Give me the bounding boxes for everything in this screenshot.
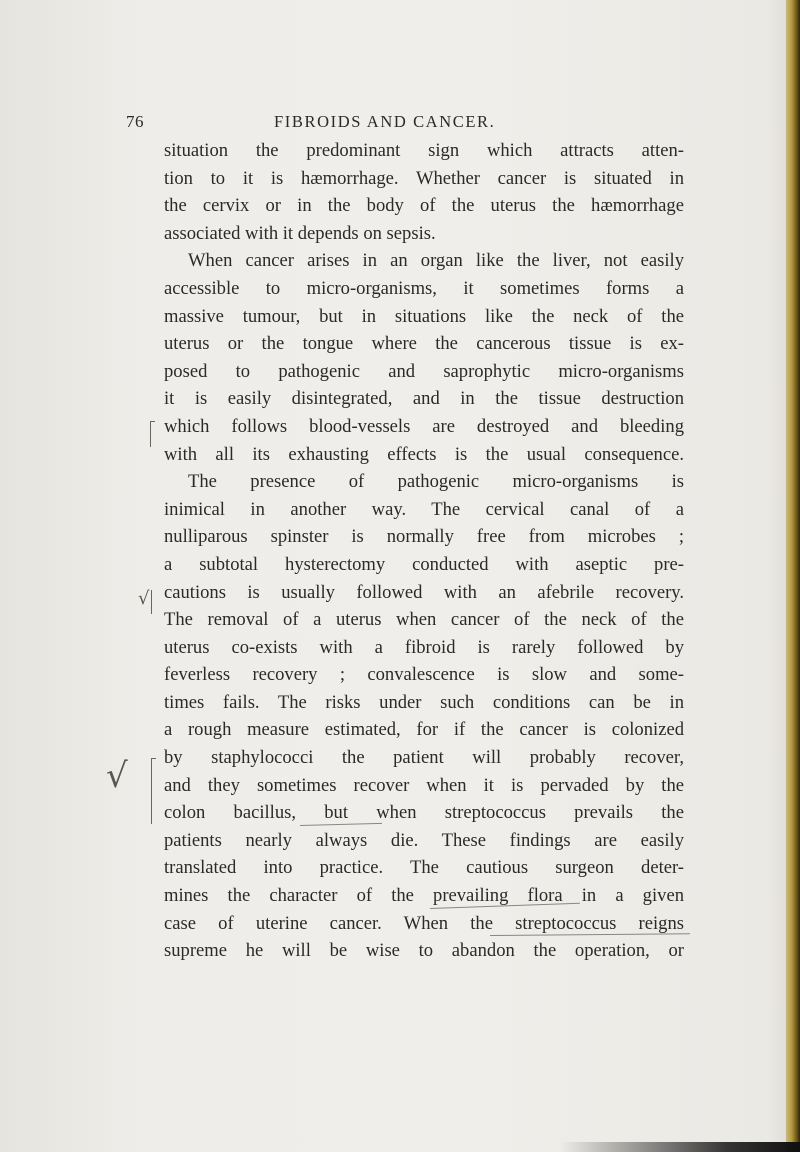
text-line: accessible to micro-organisms, it sometimes forms a <box>164 277 684 299</box>
text-line: massive tumour, but in situations like the neck of the <box>164 305 684 327</box>
margin-bracket-tick <box>150 421 155 422</box>
margin-bracket <box>151 758 152 824</box>
text-line: translated into practice. The cautious surgeon deter- <box>164 857 684 879</box>
page-number: 76 <box>126 112 144 131</box>
text-line: by staphylococci the patient will probably recover, <box>164 747 684 769</box>
page-edge <box>786 0 800 1152</box>
text-line: mines the character of the prevailing flora in a given <box>164 885 684 907</box>
margin-check-mark: √ <box>138 588 150 609</box>
page-shadow <box>560 1142 800 1152</box>
text-line: The removal of a uterus when cancer of the neck of the <box>164 609 684 631</box>
margin-bracket <box>150 421 151 447</box>
margin-bracket-tick <box>151 758 156 759</box>
text-line: a rough measure estimated, for if the cancer is colonized <box>164 719 684 741</box>
text-line: When cancer arises in an organ like the liver, not easily <box>188 250 684 272</box>
text-line: inimical in another way. The cervical canal of a <box>164 498 684 520</box>
text-line: which follows blood-vessels are destroyed and bleeding <box>164 415 684 437</box>
margin-bracket <box>151 590 152 614</box>
text-line: with all its exhausting effects is the usual consequence. <box>164 443 684 465</box>
page-header <box>0 112 800 134</box>
running-head: FIBROIDS AND CANCER. <box>274 112 496 131</box>
text-line: situation the predominant sign which attracts atten- <box>164 140 684 161</box>
text-line: associated with it depends on sepsis. <box>164 222 436 244</box>
text-line: nulliparous spinster is normally free from microbes ; <box>164 526 684 548</box>
text-line: it is easily disintegrated, and in the tissue destruction <box>164 388 684 410</box>
text-line: the cervix or in the body of the uterus the hæmorrhage <box>164 195 684 217</box>
text-line: uterus co-exists with a fibroid is rarely followed by <box>164 636 684 658</box>
text-line: cautions is usually followed with an afebrile recovery. <box>164 581 684 603</box>
text-line: posed to pathogenic and saprophytic micro-organisms <box>164 360 684 382</box>
text-line: patients nearly always die. These findings are easily <box>164 829 684 851</box>
text-line: case of uterine cancer. When the streptococcus reigns <box>164 912 684 934</box>
text-line: a subtotal hysterectomy conducted with aseptic pre- <box>164 553 684 575</box>
text-line: The presence of pathogenic micro-organisms is <box>188 471 684 493</box>
body-text <box>164 137 684 965</box>
text-line: supreme he will be wise to abandon the operation, or <box>164 940 684 962</box>
text-line: colon bacillus, but when streptococcus prevails the <box>164 802 684 824</box>
text-line: and they sometimes recover when it is pervaded by the <box>164 774 684 796</box>
text-line: uterus or the tongue where the cancerous tissue is ex- <box>164 333 684 355</box>
margin-check-mark: √ <box>106 756 128 796</box>
text-line: feverless recovery ; convalescence is slow and some- <box>164 664 684 686</box>
text-line: tion to it is hæmorrhage. Whether cancer is situated in <box>164 167 684 189</box>
text-line: times fails. The risks under such conditions can be in <box>164 691 684 713</box>
